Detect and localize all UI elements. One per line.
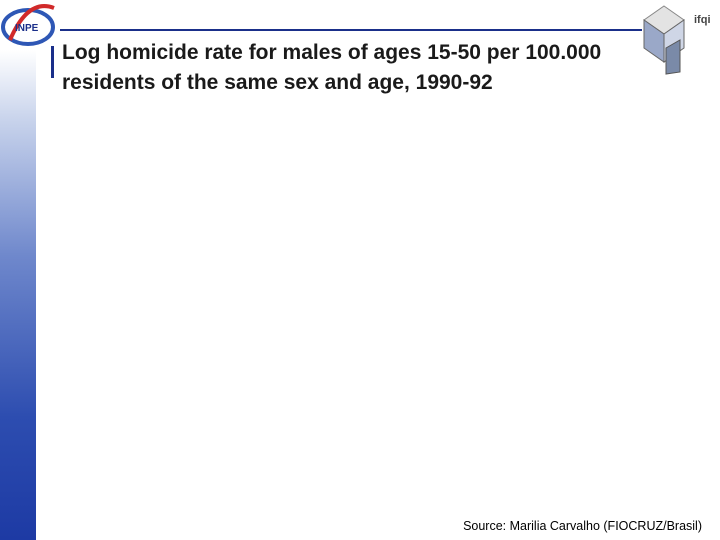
- source-caption: Source: Marilia Carvalho (FIOCRUZ/Brasil): [463, 519, 702, 533]
- ifqi-logo-text: ifqi: [694, 14, 711, 26]
- slide-title: Log homicide rate for males of ages 15-50 per 100.000 residents of the same sex and age, 1990-92: [62, 41, 602, 94]
- sidebar-gradient: [0, 50, 36, 540]
- cube-logo: [640, 4, 690, 76]
- title-accent-bar: [51, 46, 54, 78]
- inpe-logo-text: INPE: [15, 23, 39, 34]
- inpe-logo: [0, 2, 60, 50]
- top-rule: [60, 29, 642, 31]
